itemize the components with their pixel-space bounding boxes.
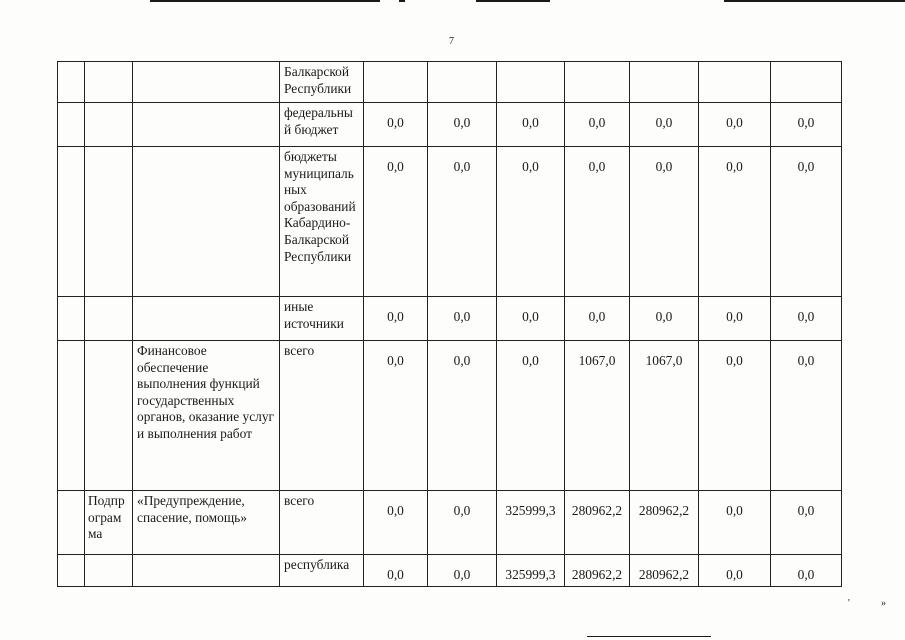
value-cell: 0,0 — [497, 147, 565, 297]
program-name-cell — [133, 555, 280, 587]
funding-source-cell: иные источники — [280, 297, 364, 341]
row-number-cell — [58, 297, 85, 341]
value-cell: 0,0 — [428, 103, 497, 147]
footer-mark: ' — [848, 598, 850, 609]
table-row — [58, 297, 842, 341]
value-cell: 280962,2 — [565, 491, 630, 555]
funding-source-cell: федеральный бюджет — [280, 103, 364, 147]
program-type-cell — [85, 341, 133, 491]
value-cell: 325999,3 — [497, 555, 565, 587]
program-name-cell: Финансовое обеспечение выполнения функций государственных органов, оказание услуг и выполнения работ — [133, 341, 280, 491]
program-name-cell — [133, 297, 280, 341]
value-cell: 0,0 — [497, 341, 565, 491]
value-cell: 0,0 — [364, 491, 428, 555]
value-cell: 0,0 — [364, 297, 428, 341]
value-cell: 0,0 — [771, 147, 842, 297]
funding-source-cell: республика — [280, 555, 364, 587]
footer-mark: » — [881, 598, 886, 609]
table-row — [58, 341, 842, 491]
value-cell: 0,0 — [364, 555, 428, 587]
program-name-cell — [133, 147, 280, 297]
value-cell: 0,0 — [630, 103, 699, 147]
program-name-cell: «Предупреждение, спасение, помощь» — [133, 491, 280, 555]
value-cell: 0,0 — [771, 297, 842, 341]
scan-artifact-line — [724, 0, 905, 2]
row-number-cell — [58, 491, 85, 555]
value-cell: 0,0 — [428, 297, 497, 341]
table-row — [58, 103, 842, 147]
value-cell: 0,0 — [364, 103, 428, 147]
value-cell: 0,0 — [428, 341, 497, 491]
value-cell: 0,0 — [428, 147, 497, 297]
program-type-cell — [85, 62, 133, 103]
funding-source-cell: всего — [280, 341, 364, 491]
value-cell: 0,0 — [565, 103, 630, 147]
table-row — [58, 147, 842, 297]
value-cell: 0,0 — [771, 341, 842, 491]
value-cell: 280962,2 — [630, 555, 699, 587]
value-cell — [630, 62, 699, 103]
value-cell — [497, 62, 565, 103]
value-cell: 280962,2 — [630, 491, 699, 555]
value-cell: 0,0 — [364, 341, 428, 491]
value-cell — [428, 62, 497, 103]
value-cell: 0,0 — [630, 297, 699, 341]
value-cell: 0,0 — [699, 555, 771, 587]
funding-source-cell: Балкарской Республики — [280, 62, 364, 103]
value-cell: 0,0 — [699, 147, 771, 297]
program-name-cell — [133, 103, 280, 147]
scan-artifact-line — [587, 636, 711, 637]
value-cell: 0,0 — [565, 297, 630, 341]
table-row — [58, 555, 842, 587]
value-cell: 0,0 — [364, 147, 428, 297]
value-cell — [565, 62, 630, 103]
value-cell — [771, 62, 842, 103]
program-type-cell — [85, 147, 133, 297]
value-cell: 0,0 — [771, 491, 842, 555]
value-cell: 280962,2 — [565, 555, 630, 587]
funding-source-cell: всего — [280, 491, 364, 555]
row-number-cell — [58, 341, 85, 491]
value-cell: 1067,0 — [630, 341, 699, 491]
scan-artifact-line — [476, 0, 550, 2]
table-row — [58, 491, 842, 555]
value-cell: 0,0 — [771, 555, 842, 587]
value-cell: 0,0 — [630, 147, 699, 297]
row-number-cell — [58, 62, 85, 103]
funding-source-cell: бюджеты муниципальных образований Кабардино-Балкарской Республики — [280, 147, 364, 297]
value-cell — [364, 62, 428, 103]
page-number: 7 — [449, 36, 454, 47]
budget-table — [57, 61, 842, 587]
value-cell: 0,0 — [771, 103, 842, 147]
row-number-cell — [58, 555, 85, 587]
value-cell: 325999,3 — [497, 491, 565, 555]
value-cell: 0,0 — [699, 103, 771, 147]
program-name-cell — [133, 62, 280, 103]
value-cell: 0,0 — [428, 491, 497, 555]
program-type-cell — [85, 297, 133, 341]
row-number-cell — [58, 147, 85, 297]
value-cell — [699, 62, 771, 103]
row-number-cell — [58, 103, 85, 147]
program-type-cell — [85, 555, 133, 587]
value-cell: 1067,0 — [565, 341, 630, 491]
value-cell: 0,0 — [699, 297, 771, 341]
value-cell: 0,0 — [497, 103, 565, 147]
scan-artifact-line — [150, 0, 380, 2]
value-cell: 0,0 — [699, 491, 771, 555]
value-cell: 0,0 — [565, 147, 630, 297]
value-cell: 0,0 — [497, 297, 565, 341]
table-row — [58, 62, 842, 103]
program-type-cell — [85, 103, 133, 147]
value-cell: 0,0 — [699, 341, 771, 491]
scan-artifact-line — [399, 0, 405, 2]
program-type-cell: Подпрограмма — [85, 491, 133, 555]
value-cell: 0,0 — [428, 555, 497, 587]
